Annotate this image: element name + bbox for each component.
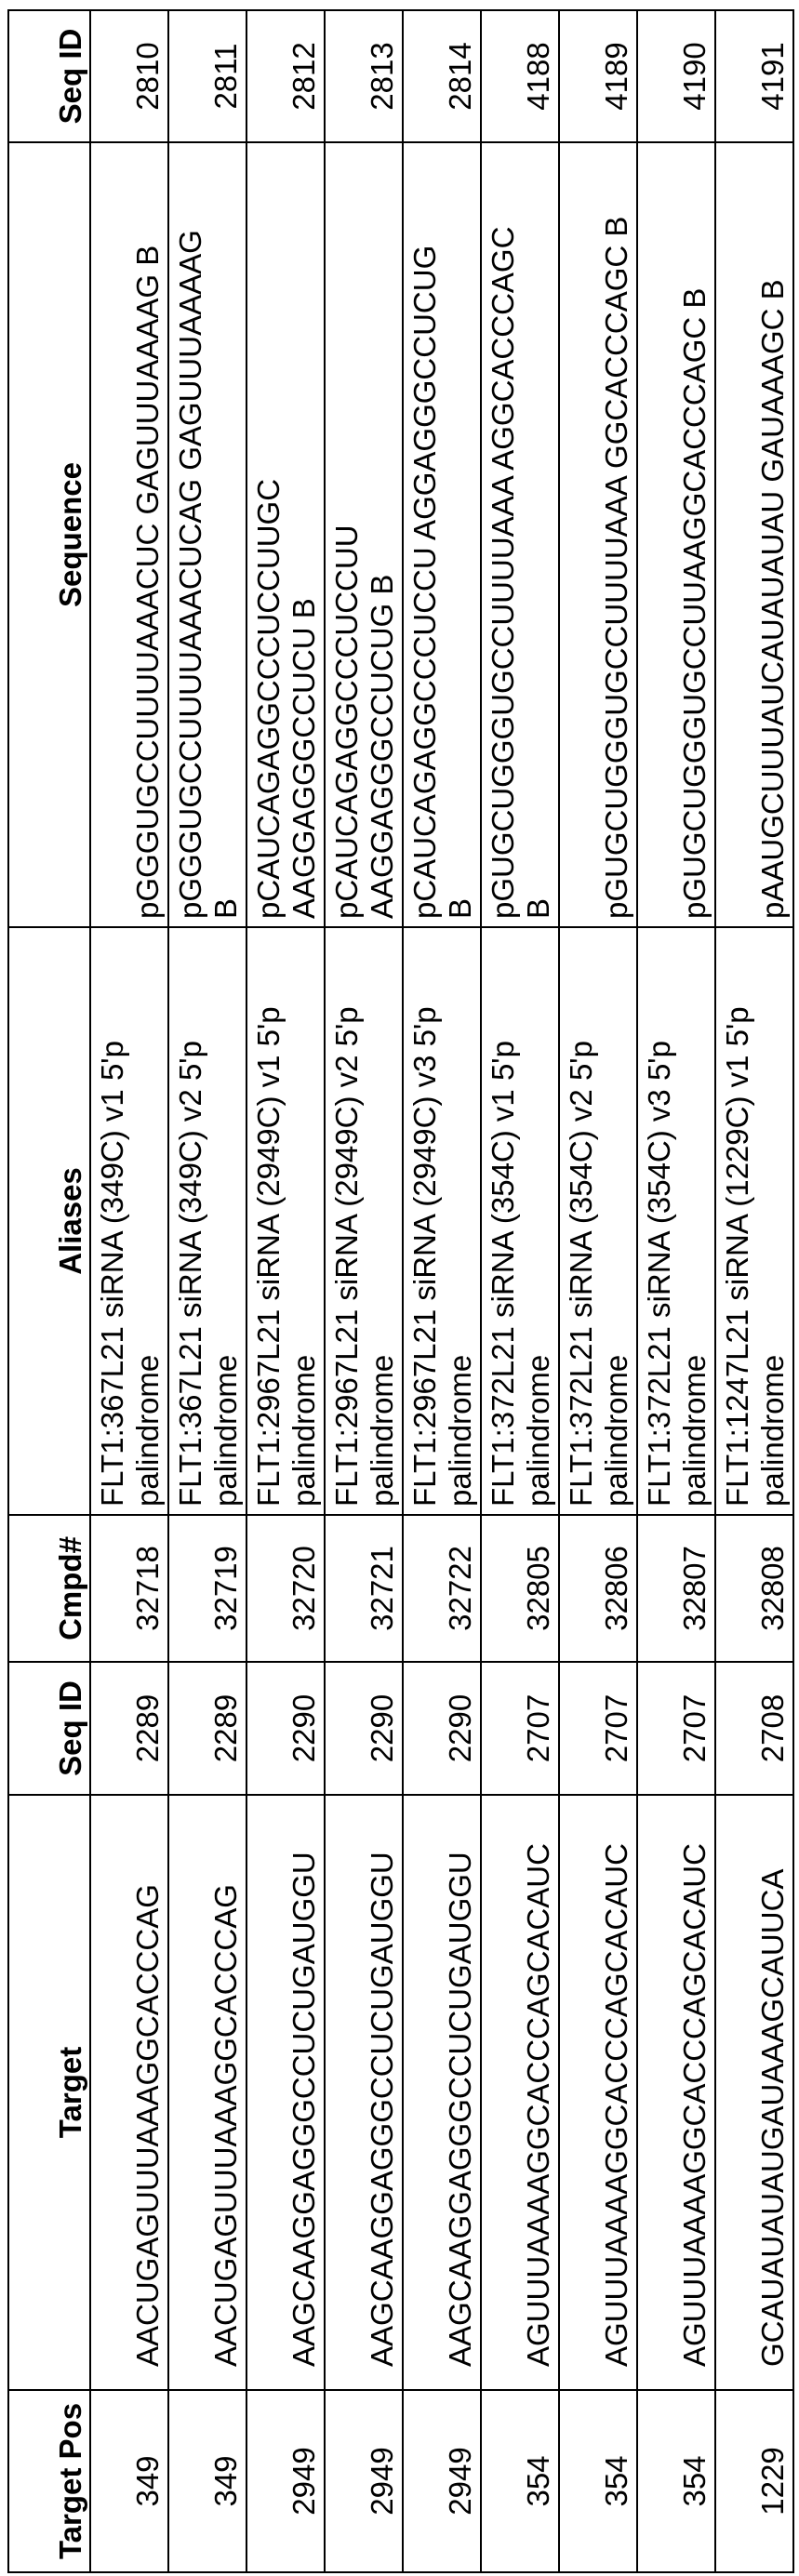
cell-target-pos: 354 xyxy=(481,2390,559,2572)
header-aliases: Aliases xyxy=(8,927,90,1515)
cell-sequence: pAAUGCUUUAUCAUAUAUAU GAUAAAGC B xyxy=(715,142,793,927)
table-row xyxy=(637,10,715,2572)
header-target: Target xyxy=(8,1795,90,2390)
cell-target: AACUGAGUUUAAAGGCACCCAG xyxy=(90,1795,168,2390)
rotated-table-page xyxy=(7,11,792,2573)
cell-cmpd: 32721 xyxy=(325,1515,403,1662)
header-cmpd: Cmpd# xyxy=(8,1515,90,1662)
sirna-table xyxy=(7,9,794,2573)
cell-aliases: FLT1:2967L21 siRNA (2949C) v2 5'p palindrome xyxy=(325,927,403,1515)
cell-target: AGUUUAAAAGGCACCCAGCACAUC xyxy=(559,1795,637,2390)
cell-aliases: FLT1:1247L21 siRNA (1229C) v1 5'p palindrome xyxy=(715,927,793,1515)
cell-seq-id-2: 2810 xyxy=(90,10,168,142)
cell-target-pos: 2949 xyxy=(246,2390,325,2572)
cell-seq-id: 2290 xyxy=(325,1662,403,1795)
cell-target-pos: 2949 xyxy=(325,2390,403,2572)
cell-sequence: pGGGUGCCUUUUAAACUCAG GAGUUUAAAAG B xyxy=(168,142,246,927)
table-row xyxy=(90,10,168,2572)
cell-seq-id-2: 4188 xyxy=(481,10,559,142)
table-row xyxy=(481,10,559,2572)
cell-sequence: pCAUCAGAGGCCCUCCUUGC AAGGAGGGCCUCU B xyxy=(246,142,325,927)
cell-seq-id: 2707 xyxy=(637,1662,715,1795)
cell-cmpd: 32806 xyxy=(559,1515,637,1662)
header-sequence: Sequence xyxy=(8,142,90,927)
cell-sequence: pGUGCUGGGUGCCUUAAGGCACCCAGC B xyxy=(637,142,715,927)
table-row xyxy=(559,10,637,2572)
cell-sequence: pCAUCAGAGGCCCUCCU AGGAGGGCCUCUG B xyxy=(403,142,481,927)
cell-target: AGUUUAAAAGGCACCCAGCACAUC xyxy=(637,1795,715,2390)
cell-sequence: pGUGCUGGGUGCCUUUUAAA GGCACCCAGC B xyxy=(559,142,637,927)
cell-aliases: FLT1:2967L21 siRNA (2949C) v3 5'p palindrome xyxy=(403,927,481,1515)
cell-target-pos: 354 xyxy=(637,2390,715,2572)
table-row xyxy=(246,10,325,2572)
cell-seq-id: 2289 xyxy=(90,1662,168,1795)
cell-seq-id-2: 4190 xyxy=(637,10,715,142)
cell-sequence: pGGGUGCCUUUUAAACUC GAGUUUAAAAG B xyxy=(90,142,168,927)
cell-target: GCAUAUAUAUGAUAAAGCAUUCA xyxy=(715,1795,793,2390)
cell-seq-id: 2290 xyxy=(246,1662,325,1795)
cell-target: AACUGAGUUUAAAGGCACCCAG xyxy=(168,1795,246,2390)
cell-cmpd: 32808 xyxy=(715,1515,793,1662)
cell-seq-id-2: 4191 xyxy=(715,10,793,142)
cell-seq-id-2: 2812 xyxy=(246,10,325,142)
cell-cmpd: 32718 xyxy=(90,1515,168,1662)
cell-cmpd: 32720 xyxy=(246,1515,325,1662)
cell-target: AGUUUAAAAGGCACCCAGCACAUC xyxy=(481,1795,559,2390)
cell-cmpd: 32719 xyxy=(168,1515,246,1662)
cell-seq-id: 2707 xyxy=(559,1662,637,1795)
header-target-pos: Target Pos xyxy=(8,2390,90,2572)
cell-seq-id: 2290 xyxy=(403,1662,481,1795)
cell-seq-id: 2708 xyxy=(715,1662,793,1795)
cell-target: AAGCAAGGAGGGCCUCUGAUGGU xyxy=(325,1795,403,2390)
cell-target-pos: 354 xyxy=(559,2390,637,2572)
cell-sequence: pGUGCUGGGUGCCUUUUAAA AGGCACCCAGC B xyxy=(481,142,559,927)
cell-seq-id-2: 4189 xyxy=(559,10,637,142)
cell-seq-id: 2707 xyxy=(481,1662,559,1795)
cell-cmpd: 32805 xyxy=(481,1515,559,1662)
cell-cmpd: 32807 xyxy=(637,1515,715,1662)
cell-target: AAGCAAGGAGGGCCUCUGAUGGU xyxy=(246,1795,325,2390)
cell-seq-id: 2289 xyxy=(168,1662,246,1795)
table-row xyxy=(168,10,246,2572)
cell-aliases: FLT1:372L21 siRNA (354C) v2 5'p palindrome xyxy=(559,927,637,1515)
cell-seq-id-2: 2811 xyxy=(168,10,246,142)
table-row xyxy=(715,10,793,2572)
cell-aliases: FLT1:372L21 siRNA (354C) v1 5'p palindrome xyxy=(481,927,559,1515)
cell-sequence: pCAUCAGAGGCCCUCCUU AAGGAGGGCCUCUG B xyxy=(325,142,403,927)
cell-target-pos: 349 xyxy=(168,2390,246,2572)
cell-aliases: FLT1:367L21 siRNA (349C) v1 5'p palindrome xyxy=(90,927,168,1515)
cell-cmpd: 32722 xyxy=(403,1515,481,1662)
cell-aliases: FLT1:372L21 siRNA (354C) v3 5'p palindrome xyxy=(637,927,715,1515)
table-header-row xyxy=(8,10,90,2572)
cell-target-pos: 349 xyxy=(90,2390,168,2572)
cell-aliases: FLT1:2967L21 siRNA (2949C) v1 5'p palindrome xyxy=(246,927,325,1515)
table-row xyxy=(325,10,403,2572)
cell-target: AAGCAAGGAGGGCCUCUGAUGGU xyxy=(403,1795,481,2390)
header-seq-id-2: Seq ID xyxy=(8,10,90,142)
cell-seq-id-2: 2814 xyxy=(403,10,481,142)
table-row xyxy=(403,10,481,2572)
cell-aliases: FLT1:367L21 siRNA (349C) v2 5'p palindrome xyxy=(168,927,246,1515)
cell-target-pos: 2949 xyxy=(403,2390,481,2572)
header-seq-id: Seq ID xyxy=(8,1662,90,1795)
cell-seq-id-2: 2813 xyxy=(325,10,403,142)
cell-target-pos: 1229 xyxy=(715,2390,793,2572)
